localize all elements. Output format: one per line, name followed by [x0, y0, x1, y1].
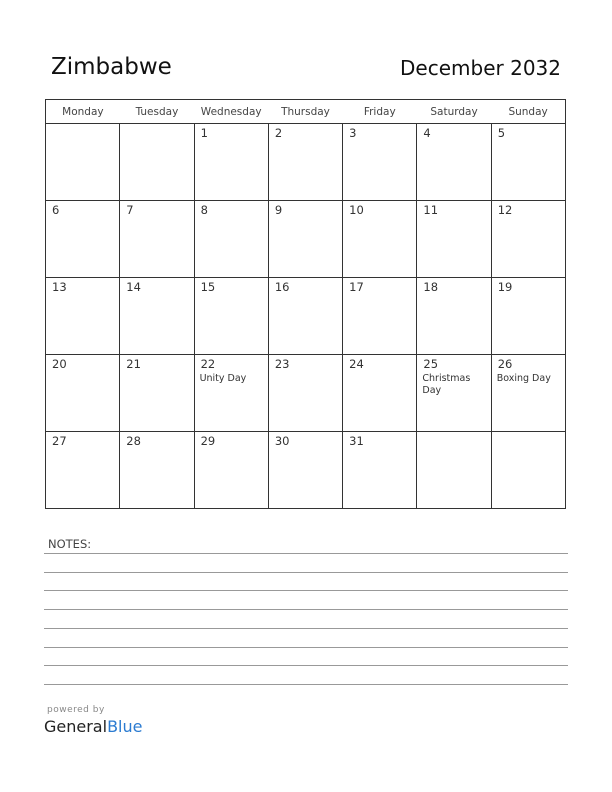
day-cell — [491, 124, 565, 201]
day-cell — [120, 278, 194, 355]
notes-line — [44, 572, 568, 573]
day-number: 20 — [52, 357, 67, 371]
day-cell — [268, 201, 342, 278]
weekday-sunday: Sunday — [491, 100, 565, 124]
holiday-label: Boxing Day — [496, 373, 551, 384]
weekday-friday: Friday — [343, 100, 417, 124]
day-number: 15 — [200, 280, 216, 294]
weekday-tuesday: Tuesday — [120, 100, 194, 124]
notes-line — [44, 609, 568, 610]
calendar-grid — [45, 99, 566, 509]
day-cell — [46, 432, 120, 509]
calendar-country: Zimbabwe — [51, 54, 172, 80]
day-cell — [46, 201, 120, 278]
day-number: 19 — [497, 280, 513, 294]
day-number: 21 — [126, 357, 141, 371]
day-number: 12 — [497, 203, 513, 217]
day-number: 9 — [274, 203, 283, 217]
holiday-label: Unity Day — [199, 373, 247, 384]
day-cell — [46, 355, 120, 432]
day-cell — [46, 124, 120, 201]
day-cell — [343, 278, 417, 355]
week-row — [46, 278, 566, 355]
week-row — [46, 124, 566, 201]
day-cell — [194, 124, 268, 201]
day-number: 26 — [497, 357, 513, 371]
day-cell — [343, 201, 417, 278]
day-cell — [491, 278, 565, 355]
week-row — [46, 432, 566, 509]
weekday-header-row — [46, 100, 566, 124]
notes-line — [44, 590, 568, 591]
day-number: 7 — [126, 203, 134, 217]
day-cell — [120, 201, 194, 278]
day-number: 3 — [349, 126, 357, 140]
day-cell — [343, 355, 417, 432]
notes-line — [44, 628, 568, 629]
notes-label: NOTES: — [48, 537, 92, 551]
day-number: 28 — [126, 434, 141, 448]
day-number: 30 — [274, 434, 290, 448]
notes-line — [44, 684, 568, 685]
day-cell — [343, 432, 417, 509]
day-cell — [194, 432, 268, 509]
week-row — [46, 201, 566, 278]
day-number: 14 — [126, 280, 141, 294]
day-cell — [417, 124, 491, 201]
holiday-label: Christmas Day — [422, 373, 471, 396]
day-cell — [491, 201, 565, 278]
logo-blue: Blue — [107, 717, 143, 736]
day-number: 4 — [423, 126, 431, 140]
day-cell — [491, 432, 565, 509]
generalblue-logo — [44, 717, 142, 736]
day-number: 8 — [200, 203, 208, 217]
day-cell — [120, 355, 194, 432]
day-number: 16 — [274, 280, 290, 294]
day-number: 24 — [349, 357, 364, 371]
day-cell — [120, 124, 194, 201]
logo-general: General — [44, 717, 108, 736]
day-number: 25 — [423, 357, 439, 371]
day-cell — [417, 432, 491, 509]
day-cell — [46, 278, 120, 355]
day-cell — [343, 124, 417, 201]
day-cell — [194, 278, 268, 355]
notes-line — [44, 647, 568, 648]
day-number: 23 — [274, 357, 290, 371]
calendar-month-year: December 2032 — [400, 56, 561, 80]
day-cell — [268, 124, 342, 201]
day-number: 22 — [200, 357, 216, 371]
day-cell — [268, 278, 342, 355]
weekday-thursday: Thursday — [268, 100, 342, 124]
day-number: 1 — [200, 126, 208, 140]
day-number: 6 — [52, 203, 60, 217]
day-cell — [417, 201, 491, 278]
weekday-monday: Monday — [46, 100, 120, 124]
day-cell — [268, 432, 342, 509]
day-number: 31 — [349, 434, 364, 448]
day-number: 5 — [497, 126, 506, 140]
day-cell — [417, 355, 491, 432]
day-number: 11 — [423, 203, 439, 217]
day-number: 29 — [200, 434, 216, 448]
day-cell — [268, 355, 342, 432]
notes-line — [44, 665, 568, 666]
day-number: 2 — [274, 126, 283, 140]
weekday-saturday: Saturday — [417, 100, 491, 124]
day-number: 18 — [423, 280, 439, 294]
powered-by-text: powered by — [47, 705, 105, 715]
day-cell — [417, 278, 491, 355]
day-number: 13 — [52, 280, 67, 294]
day-number: 17 — [349, 280, 364, 294]
day-number: 27 — [52, 434, 67, 448]
day-cell — [194, 201, 268, 278]
weekday-wednesday: Wednesday — [194, 100, 268, 124]
week-row — [46, 355, 566, 432]
notes-line — [44, 553, 568, 554]
day-cell — [120, 432, 194, 509]
day-cell — [194, 355, 268, 432]
day-number: 10 — [349, 203, 364, 217]
day-cell — [491, 355, 565, 432]
